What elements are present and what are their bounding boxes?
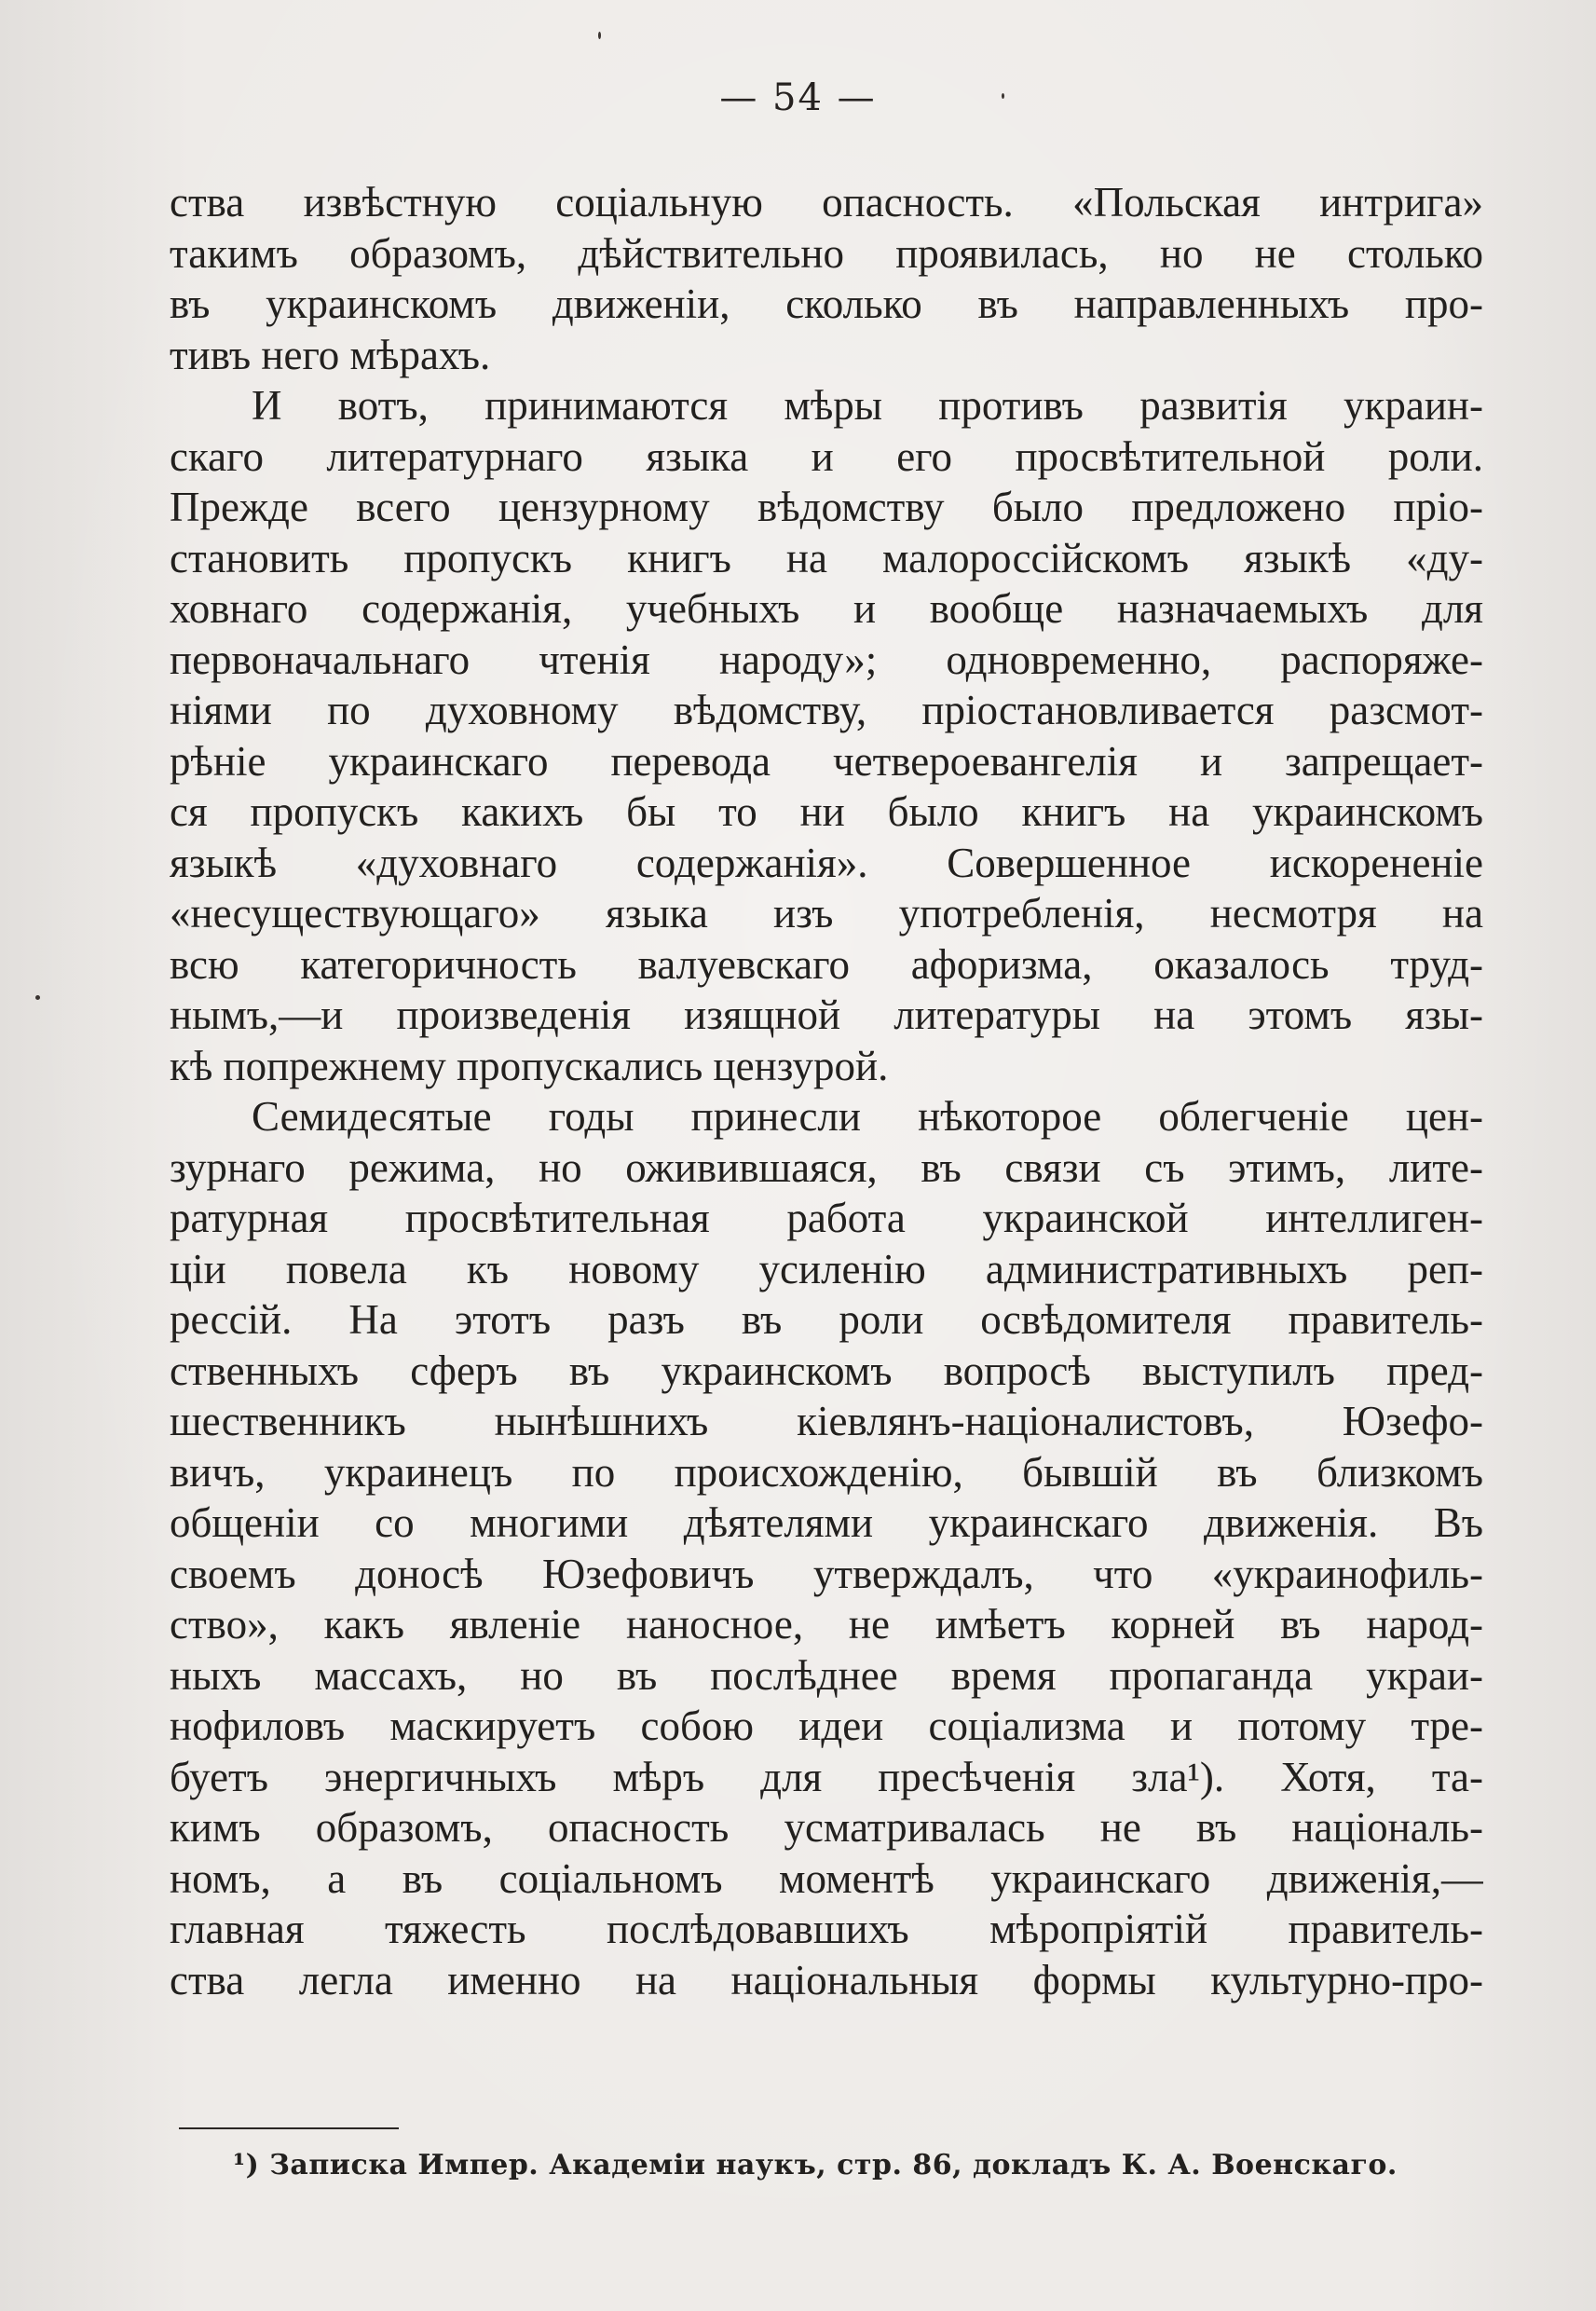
text-line: «несуществующаго» языка изъ употребленія, несмотря на — [170, 890, 1483, 937]
text-line: въ украинскомъ движеніи, сколько въ направленныхъ про- — [170, 280, 1483, 327]
text-line: нымъ,—и произведенія изящной литературы на этомъ язы- — [170, 991, 1483, 1038]
text-line: рессій. На этотъ разъ въ роли освѣдомителя правитель- — [170, 1296, 1483, 1343]
text-line: шественникъ нынѣшнихъ кіевлянъ-націоналистовъ, Юзефо- — [170, 1398, 1483, 1444]
text-line: скаго литературнаго языка и его просвѣтительной роли. — [170, 432, 1483, 480]
text-line: главная тяжесть послѣдовавшихъ мѣропріятій правитель- — [170, 1906, 1483, 1952]
text-line: зурнаго режима, но оживившаяся, въ связи съ этимъ, лите- — [170, 1143, 1483, 1191]
text-line: ніями по духовному вѣдомству, пріостановливается разсмот- — [170, 687, 1483, 733]
text-line: Прежде всего цензурному вѣдомству было предложено пріо- — [170, 484, 1483, 530]
text-line: становить пропускъ книгъ на малороссійскомъ языкѣ «ду- — [170, 534, 1483, 581]
body-text — [170, 177, 1483, 2005]
text-line: ство», какъ явленіе наносное, не имѣетъ корней въ народ- — [170, 1601, 1483, 1648]
text-line: тивъ него мѣрахъ. — [170, 331, 491, 378]
text-line: рѣніе украинскаго перевода четвероевангелія и запрещает- — [170, 737, 1483, 785]
text-line: ціи повела къ новому усиленію административныхъ реп- — [170, 1245, 1483, 1292]
text-line: ныхъ массахъ, но въ послѣднее время пропаганда украи- — [170, 1651, 1483, 1699]
text-line: ства легла именно на національныя формы культурно-про- — [170, 1956, 1483, 2003]
paragraph-3 — [170, 1091, 1483, 2005]
footnote: ¹) Записка Импер. Академіи наукъ, стр. 86, докладъ К. А. Военскаго. — [233, 2149, 1398, 2181]
text-line: своемъ доносѣ Юзефовичъ утверждалъ, что «украинофиль- — [170, 1550, 1483, 1597]
text-line: кимъ образомъ, опасность усматривалась не въ національ- — [170, 1804, 1483, 1851]
text-line: ственныхъ сферъ въ украинскомъ вопросѣ выступилъ пред- — [170, 1347, 1483, 1394]
text-line: вичъ, украинецъ по происхожденію, бывшій въ близкомъ — [170, 1448, 1483, 1496]
text-line: языкѣ «духовнаго содержанія». Совершенное искорененіе — [170, 839, 1483, 886]
footnote-divider — [179, 2127, 399, 2129]
text-line: ратурная просвѣтительная работа украинской интеллиген- — [170, 1195, 1483, 1241]
text-line: Семидесятые годы принесли нѣкоторое облегченіе цен- — [252, 1093, 1483, 1140]
text-line: всю категоричность валуевскаго афоризма, оказалось труд- — [170, 940, 1483, 988]
text-line: номъ, а въ соціальномъ моментѣ украинскаго движенія,— — [170, 1854, 1483, 1902]
text-line: И вотъ, принимаются мѣры противъ развитія украин- — [252, 382, 1483, 429]
text-line: нофиловъ маскируетъ собою идеи соціализма и потому тре- — [170, 1702, 1483, 1749]
text-line: первоначальнаго чтенія народу»; одновременно, распоряже- — [170, 636, 1483, 683]
paragraph-2 — [170, 380, 1483, 1091]
paper-speck — [598, 32, 601, 39]
paragraph-1 — [170, 177, 1483, 380]
text-line: общеніи со многими дѣятелями украинскаго движенія. Въ — [170, 1499, 1483, 1546]
text-line: такимъ образомъ, дѣйствительно проявилась, но не столько — [170, 229, 1483, 277]
text-line: ся пропускъ какихъ бы то ни было книгъ на украинскомъ — [170, 788, 1483, 835]
paper-speck — [1002, 93, 1004, 99]
text-line: ства извѣстную соціальную опасность. «Польская интрига» — [170, 179, 1483, 226]
page-number: — 54 — — [719, 76, 877, 119]
text-line: кѣ попрежнему пропускались цензурой. — [170, 1042, 889, 1089]
text-line: буетъ энергичныхъ мѣръ для пресѣченія зла¹). Хотя, та- — [170, 1753, 1483, 1800]
text-line: ховнаго содержанія, учебныхъ и вообще назначаемыхъ для — [170, 585, 1483, 632]
paper-speck — [35, 995, 40, 1000]
